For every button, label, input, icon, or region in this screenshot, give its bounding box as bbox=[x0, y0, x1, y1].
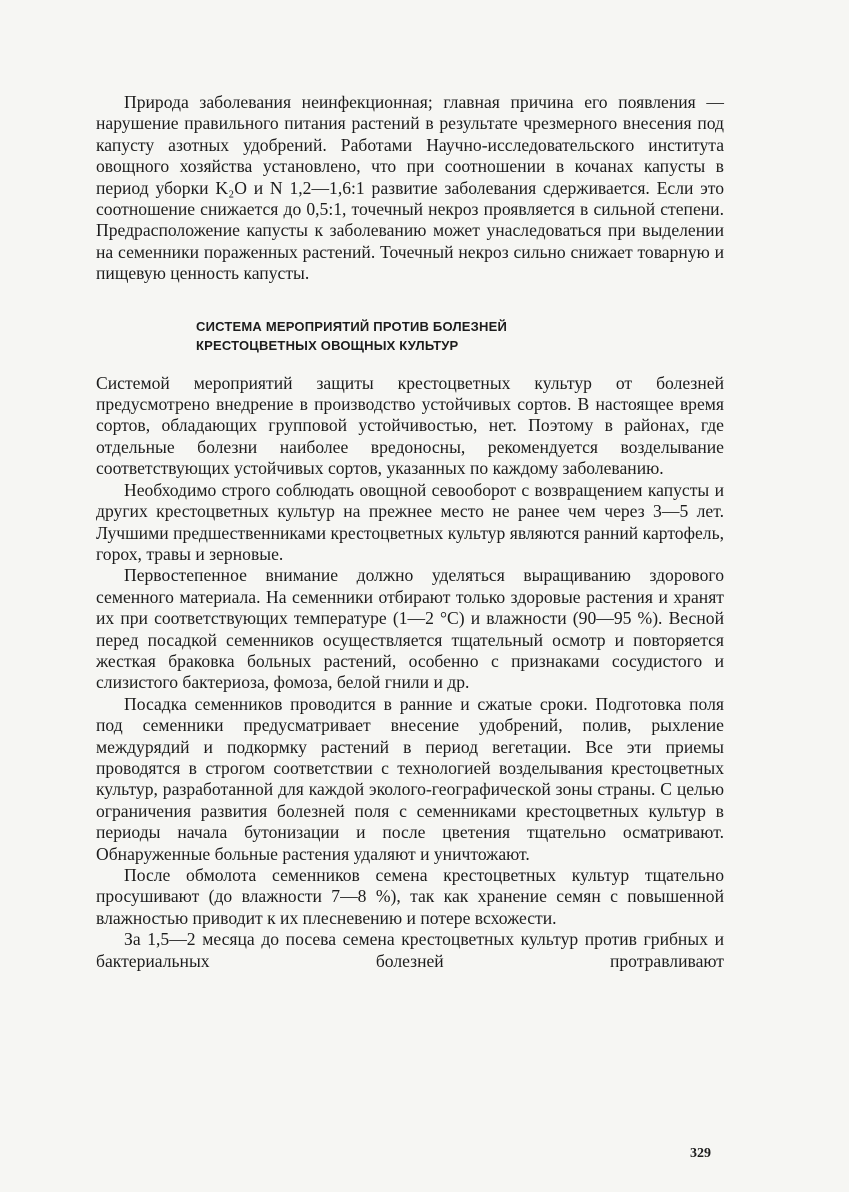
paragraph-3: Первостепенное внимание должно уделяться выращиванию здорового семенного материала. На семенники отбирают только здоровые растения и хранят их при соответствующих температуре (1—2 °С) и влажности (90—95 %). Весной перед посадкой семенников осуществляется тщательный осмотр и повторяется жесткая браковка больных растений, особенно с признаками сосудистого и слизистого бактериоза, фомоза, белой гнили и др. bbox=[96, 565, 724, 693]
paragraph-2: Необходимо строго соблюдать овощной севооборот с возвращением капусты и других крестоцветных культур на прежнее место не ранее чем через 3—5 лет. Лучшими предшественниками крестоцветных культур являются ранний картофель, горох, травы и зерновые. bbox=[96, 479, 724, 564]
section-heading bbox=[196, 317, 724, 355]
paragraph-5: После обмолота семенников семена крестоцветных культур тщательно просушивают (до влажности 7—8 %), так как хранение семян с повышенной влажностью приводит к их плесневению и потере всхожести. bbox=[96, 865, 724, 928]
paragraph-intro: Природа заболевания неинфекционная; главная причина его появления — нарушение правильного питания растений в результате чрезмерного внесения под капусту азотных удобрений. Работами Научно-исследовательского института овощного хозяйства установлено, что при соотношении в кочанах капусты в период уборки K₂O и N 1,2—1,6:1 развитие заболевания сдерживается. Если это соотношение снижается до 0,5:1, точечный некроз проявляется в сильной степени. Предрасположение капусты к заболеванию может унаследоваться при выделении на семенники пораженных растений. Точечный некроз сильно снижает товарную и пищевую ценность капусты. bbox=[96, 92, 724, 284]
section-heading-line-1: СИСТЕМА МЕРОПРИЯТИЙ ПРОТИВ БОЛЕЗНЕЙ bbox=[196, 318, 508, 334]
paragraph-4: Посадка семенников проводится в ранние и сжатые сроки. Подготовка поля под семенники предусматривает внесение удобрений, полив, рыхление междурядий и подкормку растений в период вегетации. Все эти приемы проводятся в строгом соответствии с технологией возделывания крестоцветных культур, разработанной для каждой эколого-географической зоны страны. С целью ограничения развития болезней поля с семенниками крестоцветных культур в периоды начала бутонизации и после цветения тщательно осматривают. Обнаруженные больные растения удаляют и уничтожают. bbox=[96, 693, 724, 864]
page-number: 329 bbox=[690, 1146, 711, 1161]
page-body bbox=[96, 92, 724, 972]
paragraph-1: Системой мероприятий защиты крестоцветных культур от болезней предусмотрено внедрение в производство устойчивых сортов. В настоящее время сортов, обладающих групповой устойчивостью, нет. Поэтому в районах, где отдельные болезни наиболее вредоносны, рекомендуется возделывание соответствующих устойчивых сортов, указанных по каждому заболеванию. bbox=[96, 372, 724, 479]
paragraph-6: За 1,5—2 месяца до посева семена крестоцветных культур против грибных и бактериальных болезней протравливают bbox=[96, 929, 724, 971]
section-heading-line-2: КРЕСТОЦВЕТНЫХ ОВОЩНЫХ КУЛЬТУР bbox=[196, 337, 459, 353]
